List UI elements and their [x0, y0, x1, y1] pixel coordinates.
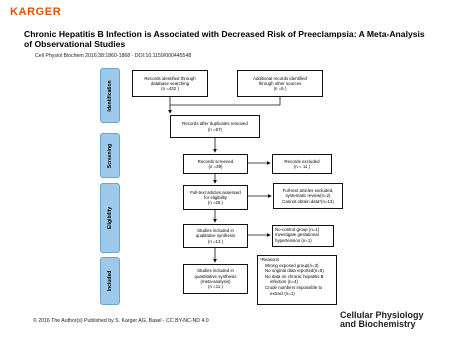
box-line: (meta-analysis)	[200, 279, 231, 284]
box-line: Additional records identified	[253, 75, 307, 81]
box-line: Wrong exposed group(n=3)	[265, 262, 319, 268]
box-line: quantitative synthesis	[194, 273, 237, 279]
box-line: Crude numbers impossible to	[265, 284, 323, 290]
journal-line: and Biochemistry	[340, 318, 416, 329]
box-line: (n =13 )	[207, 238, 224, 244]
fulltext-excluded-box	[273, 183, 343, 209]
box-line: for eligibility	[204, 194, 227, 200]
box-line: No original data reported(n=5)	[265, 268, 324, 274]
db-search-box	[132, 70, 208, 97]
box-line: No data on chronic hepatitis B	[265, 273, 324, 279]
box-line: Records excluded	[284, 158, 320, 164]
dedup-box	[170, 115, 260, 138]
phase-label: Identification	[107, 79, 113, 112]
slide-title: Chronic Hepatitis B Infection is Associated with Decreased Risk of Preeclampsia: A Meta-Analysis of Observational Studies	[24, 29, 425, 49]
box-line: infection (n=4)	[270, 279, 298, 285]
box-line: hypertension (n=1)	[275, 237, 312, 243]
box-line: Records screened	[197, 158, 234, 164]
box-line: (n =28 )	[207, 200, 224, 206]
journal-brand	[340, 311, 450, 328]
citation: Cell Physiol Biochem 2016;38:1860-1868 · DOI:10.1159/000445548	[35, 53, 192, 59]
phase-label: Screening	[107, 143, 113, 168]
box-line: Records after duplicates removed	[182, 121, 248, 127]
phase-label: Included	[107, 270, 113, 292]
box-line: Full-text articles excluded,	[282, 188, 334, 194]
reasons-box	[257, 255, 337, 305]
fulltext-box	[183, 185, 248, 210]
box-line: Studies included in	[197, 228, 234, 234]
box-line: Cannot obtain data*(n=13)	[282, 198, 334, 204]
box-line: Full-text articles assessed	[190, 189, 241, 195]
excluded-box	[272, 154, 332, 174]
no-control-box	[272, 225, 334, 247]
box-line: (n =5 )	[273, 86, 287, 92]
box-line: *Reasons	[260, 257, 280, 262]
box-line: through other sources	[258, 80, 302, 86]
box-line: No-control group (n=1)	[275, 227, 320, 232]
box-line: Investigate gestational	[275, 232, 319, 238]
box-line: Studies included in	[197, 268, 234, 274]
box-line: extract (n=1)	[270, 290, 295, 296]
box-line: (n =39)	[208, 164, 223, 169]
box-line: (n =57)	[207, 126, 223, 132]
box-line: Records identified through	[144, 75, 196, 81]
qualitative-box	[183, 224, 248, 248]
other-sources-box	[237, 70, 323, 97]
box-line: qualitative synthesis	[195, 233, 236, 239]
journal-line: Cellular Physiology	[340, 310, 424, 320]
screened-box	[183, 154, 248, 174]
box-line: database searching	[150, 80, 190, 86]
phase-label: Eligibility	[107, 206, 113, 230]
copyright-footer: © 2016 The Author(s) Published by S. Karger AG, Basel - CC BY-NC-ND 4.0	[33, 318, 209, 324]
quantitative-box	[183, 264, 248, 294]
box-line: systematic review(n=2)	[285, 193, 331, 199]
box-line: (n =432 )	[161, 86, 179, 92]
karger-logo: KARGER	[10, 6, 62, 18]
box-line: (n = 11 )	[293, 164, 311, 169]
box-line: (n =11 )	[208, 284, 223, 290]
